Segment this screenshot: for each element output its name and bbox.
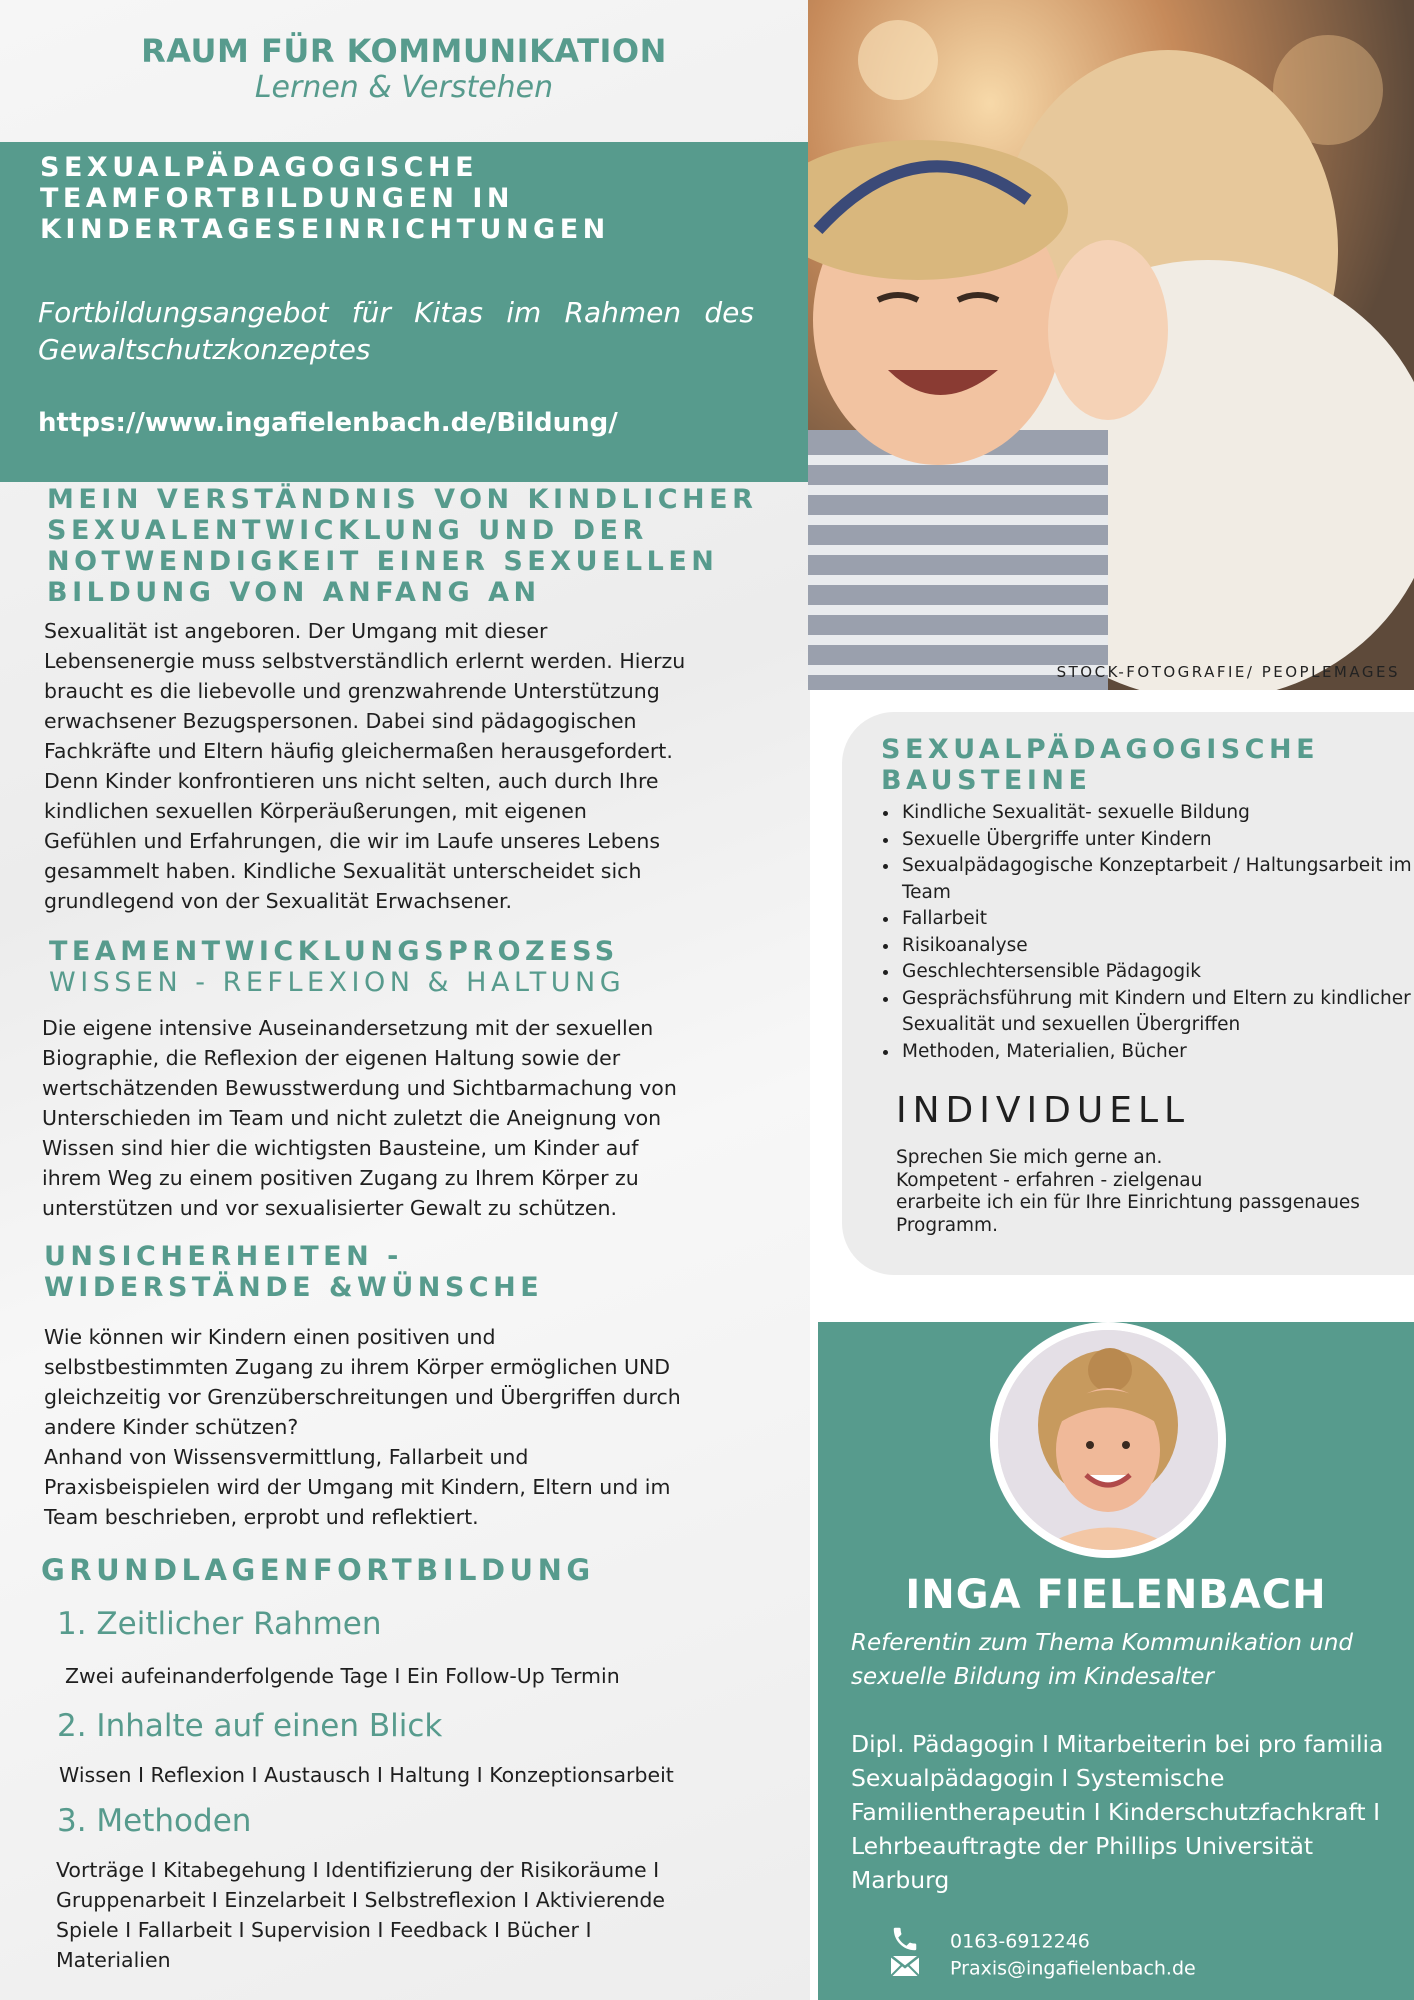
bausteine-list (876, 800, 1414, 1065)
section2-heading: TEAMENTWICKLUNGSPROZESS (49, 936, 619, 967)
list-item: • Risikoanalyse (900, 933, 1414, 960)
brand-subtitle: Lernen & Verstehen (254, 70, 554, 105)
profile-name: INGA FIELENBACH (905, 1572, 1327, 1618)
item1-text: Zwei aufeinanderfolgende Tage I Ein Follow-Up Termin (65, 1664, 620, 1688)
hero-subtitle: Fortbildungsangebot für Kitas im Rahmen des Gewaltschutzkonzeptes (38, 296, 754, 366)
section2-subheading: WISSEN - REFLEXION & HALTUNG (49, 967, 626, 998)
profile-qualifications: Dipl. Pädagogin I Mitarbeiterin bei pro familia Sexualpädagogin I Systemische Familientherapeutin I Kinderschutzfachkraft I Lehrbeauftragte der Phillips Universität Marburg (851, 1730, 1384, 1894)
brand-title: RAUM FÜR KOMMUNIKATION (141, 32, 667, 70)
avatar-illustration (998, 1330, 1218, 1550)
section2-body: Die eigene intensive Auseinandersetzung mit der sexuellen Biographie, die Reflexion der eigenen Haltung sowie der wertschätzenden Bewusstwerdung und Sichtbarmachung von Unterschieden im Team und nicht zuletzt die Aneignung von Wissen sind hier die wichtigsten Bausteine, um Kinder auf ihrem Weg zu einem positiven Zugang zu Ihrem Körper zu unterstützen und vor sexualisierter Gewalt zu schützen. (42, 1016, 677, 1220)
list-item: • Gesprächsführung mit Kindern und Eltern zu kindlicher Sexualität und sexuellen Übergriffen (900, 986, 1414, 1039)
section4-heading: GRUNDLAGENFORTBILDUNG (41, 1553, 595, 1587)
individuell-text: Sprechen Sie mich gerne an. Kompetent - erfahren - zielgenau erarbeite ich ein für Ihre Einrichtung passgenaues Programm. (896, 1147, 1360, 1236)
section3-heading: UNSICHERHEITEN - WIDERSTÄNDE &WÜNSCHE (44, 1241, 544, 1303)
section3-body: Wie können wir Kindern einen positiven und selbstbestimmten Zugang zu ihrem Körper ermöglichen UND gleichzeitig vor Grenzüberschreitungen und Übergriffen durch andere Kinder schützen? Anhand von Wissensvermittlung, Fallarbeit und Praxisbeispielen wird der Umgang mit Kindern, Eltern und im Team beschrieben, erprobt und reflektiert. (44, 1325, 681, 1529)
item3-text: Vorträge I Kitabegehung I Identifizierung der Risikoräume I Gruppenarbeit I Einzelarbeit I Selbstreflexion I Aktivierende Spiele I Fallarbeit I Supervision I Feedback I Bücher I Materialien (56, 1858, 666, 1972)
section1-heading: MEIN VERSTÄNDNIS VON KINDLICHER SEXUALENTWICKLUNG UND DER NOTWENDIGKEIT EINER SEXUELLEN BILDUNG VON ANFANG AN (47, 484, 758, 608)
list-item: • Fallarbeit (900, 906, 1414, 933)
hero-title: SEXUALPÄDAGOGISCHE TEAMFORTBILDUNGEN IN KINDERTAGESEINRICHTUNGEN (40, 152, 610, 245)
children-photo (808, 0, 1414, 690)
website-link[interactable]: https://www.ingafielenbach.de/Bildung/ (38, 408, 618, 438)
photo-credit: STOCK-FOTOGRAFIE/ PEOPLEMAGES (1056, 663, 1400, 681)
list-item: • Sexualpädagogische Konzeptarbeit / Haltungsarbeit im Team (900, 853, 1414, 906)
item2-title: 2. Inhalte auf einen Blick (57, 1708, 443, 1744)
profile-role: Referentin zum Thema Kommunikation und sexuelle Bildung im Kindesalter (851, 1630, 1354, 1690)
children-photo-illustration (808, 0, 1414, 690)
section1-body: Sexualität ist angeboren. Der Umgang mit dieser Lebensenergie muss selbstverständlich erlernt werden. Hierzu braucht es die liebevolle und grenzwahrende Unterstützung erwachsener Bezugspersonen. Dabei sind pädagogischen Fachkräfte und Eltern häufig gleichermaßen herausgefordert. Denn Kinder konfrontieren uns nicht selten, auch durch Ihre kindlichen sexuellen Körperäußerungen, mit eigenen Gefühlen und Erfahrungen, die wir im Laufe unseres Lebens gesammelt haben. Kindliche Sexualität unterscheidet sich grundlegend von der Sexualität Erwachsener. (44, 619, 686, 913)
list-item: • Kindliche Sexualität- sexuelle Bildung (900, 800, 1414, 827)
email-address[interactable]: Praxis@ingafielenbach.de (950, 1957, 1196, 1980)
individuell-heading: INDIVIDUELL (896, 1090, 1191, 1131)
bausteine-heading: SEXUALPÄDAGOGISCHE BAUSTEINE (881, 734, 1320, 796)
mail-icon (890, 1954, 920, 1983)
phone-number[interactable]: 0163-6912246 (950, 1930, 1090, 1953)
list-item: • Sexuelle Übergriffe unter Kindern (900, 827, 1414, 854)
item1-title: 1. Zeitlicher Rahmen (57, 1606, 382, 1642)
email-row[interactable] (890, 1954, 1196, 1983)
list-item: • Geschlechtersensible Pädagogik (900, 959, 1414, 986)
item2-text: Wissen I Reflexion I Austausch I Haltung I Konzeptionsarbeit (59, 1763, 674, 1787)
avatar (998, 1330, 1218, 1550)
list-item: • Methoden, Materialien, Bücher (900, 1039, 1414, 1066)
item3-title: 3. Methoden (57, 1803, 252, 1839)
